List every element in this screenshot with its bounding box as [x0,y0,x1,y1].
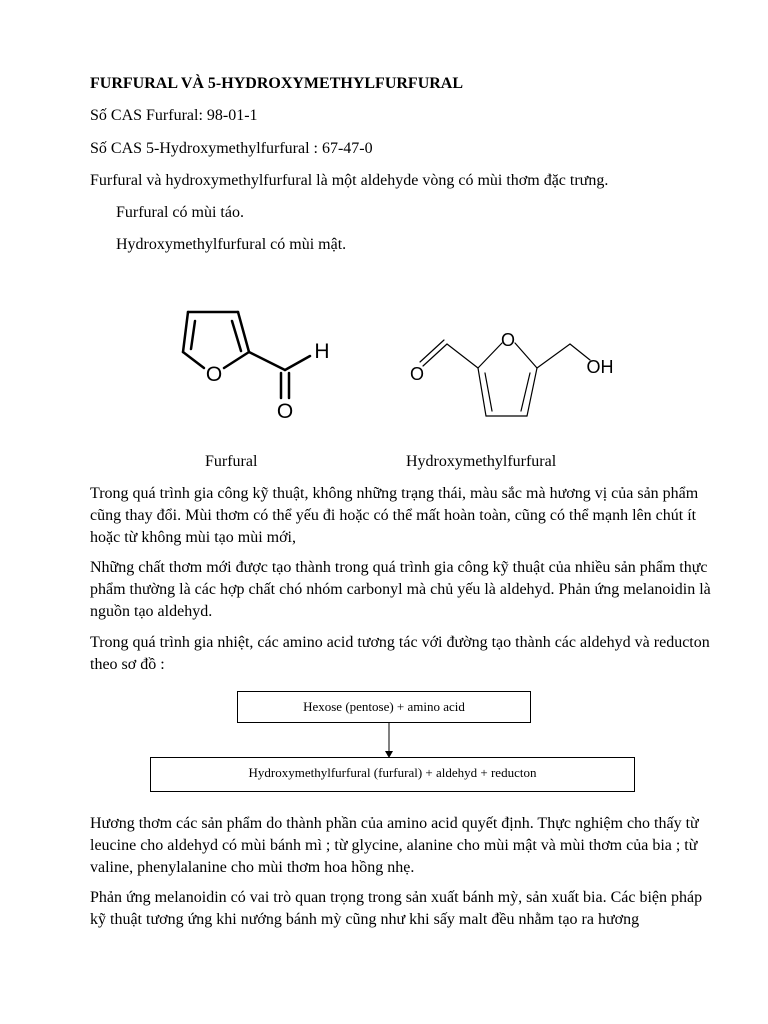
cas-furfural: Số CAS Furfural: 98-01-1 [90,107,258,124]
hmf-smell: Hydroxymethylfurfural có mùi mật. [116,236,347,253]
document-title: FURFURAL VÀ 5-HYDROXYMETHYLFURFURAL [90,75,464,92]
furfural-ring-oxygen: O [205,363,223,386]
flow-arrow [384,723,394,759]
paragraph-heating: Trong quá trình gia nhiệt, các amino acid tương tác với đường tạo thành các aldehyd và reducton theo sơ đồ : [90,634,710,673]
furfural-smell: Furfural có mùi táo. [116,204,244,221]
furfural-carbonyl-oxygen: O [276,400,294,423]
furfural-structure [170,295,370,435]
caption-furfural: Furfural [205,453,258,470]
paragraph-amino-acids: Hương thơm các sản phẩm do thành phần của amino acid quyết định. Thực nghiệm cho thấy từ leucine cho aldehyd có mùi bánh mì ; từ glycine, alanine cho mùi mật và mùi thơm của bia ; từ valine, phenylalanine cho mùi thơm hoa hồng nhẹ. [90,815,699,876]
hmf-hydroxyl: OH [586,357,614,377]
furfural-hydrogen: H [314,340,330,363]
hmf-carbonyl-oxygen: O [409,364,425,384]
flow-box-products: Hydroxymethylfurfural (furfural) + aldehyd + reducton [150,757,635,792]
paragraph-aroma-compounds: Những chất thơm mới được tạo thành trong quá trình gia công kỹ thuật của nhiều sản phẩm thực phẩm thường là các hợp chất chó nhóm carbonyl mà chủ yếu là aldehyd. Phản ứng melanoidin là nguồn tạo aldehyd. [90,559,711,620]
hmf-structure [405,318,620,443]
paragraph-melanoidin: Phản ứng melanoidin có vai trò quan trọng trong sản xuất bánh mỳ, sản xuất bia. Các biện pháp kỹ thuật tương ứng khi nướng bánh mỳ cũng như khi sấy malt đều nhằm tạo ra hương [90,889,703,928]
intro-text: Furfural và hydroxymethylfurfural là một aldehyde vòng có mùi thơm đặc trưng. [90,172,609,189]
caption-hmf: Hydroxymethylfurfural [406,453,557,470]
cas-hmf: Số CAS 5-Hydroxymethylfurfural : 67-47-0 [90,140,373,157]
flow-box-reactants: Hexose (pentose) + amino acid [237,691,531,723]
hmf-ring-oxygen: O [500,330,516,350]
paragraph-processing: Trong quá trình gia công kỹ thuật, không những trạng thái, màu sắc mà hương vị của sản phẩm cũng thay đổi. Mùi thơm có thể yếu đi hoặc có thể mất hoàn toàn, cũng có thể mạnh lên chút ít hoặc từ không mùi tạo mùi mới, [90,485,699,546]
